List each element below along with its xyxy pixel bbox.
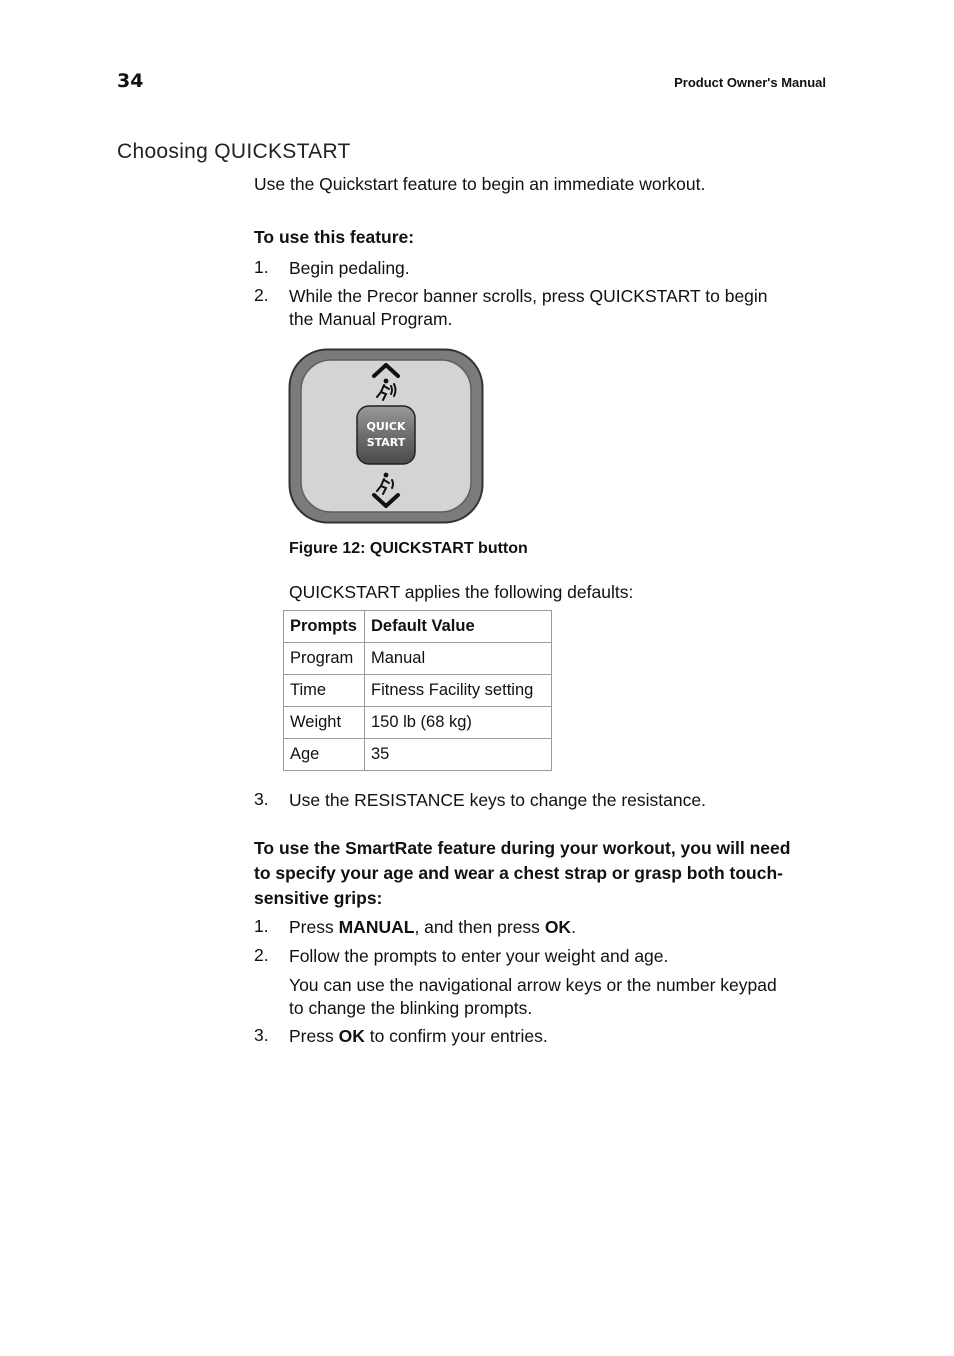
step-number: 3. — [254, 1025, 269, 1045]
table-header-row — [284, 611, 552, 643]
step-text: Follow the prompts to enter your weight and age. — [289, 946, 669, 966]
defaults-intro: QUICKSTART applies the following defaults: — [289, 582, 634, 602]
table-cell: Weight — [284, 707, 365, 739]
step-text: to confirm your entries. — [364, 1026, 548, 1046]
smartrate-step-1 — [289, 916, 799, 939]
step-text: Press — [289, 917, 339, 937]
ok-key-label: OK — [338, 1026, 365, 1046]
table-cell: Fitness Facility setting — [365, 675, 552, 707]
step-text: Begin pedaling. — [289, 258, 410, 278]
step-number: 1. — [254, 916, 269, 936]
table-cell: 150 lb (68 kg) — [365, 707, 552, 739]
table-row — [284, 675, 552, 707]
section-title: Choosing QUICKSTART — [117, 140, 351, 163]
defaults-table — [283, 610, 552, 771]
step-text: Use the RESISTANCE keys to change the resistance. — [289, 790, 706, 810]
procedure-heading: To use this feature: — [254, 227, 415, 247]
quickstart-label-line2: START — [366, 436, 406, 449]
table-cell: Program — [284, 643, 365, 675]
table-row — [284, 739, 552, 771]
quickstart-keypad-figure — [288, 348, 484, 524]
smartrate-step-3 — [289, 1025, 799, 1048]
intro-paragraph: Use the Quickstart feature to begin an immediate workout. — [254, 174, 706, 194]
step-note: You can use the navigational arrow keys or the number keypad to change the blinking prompts. — [289, 975, 777, 1018]
step-number: 2. — [254, 945, 269, 965]
table-cell: Time — [284, 675, 365, 707]
manual-key-label: MANUAL — [338, 917, 415, 937]
page-number: 34 — [117, 70, 144, 92]
step-number: 1. — [254, 257, 269, 277]
step-number: 3. — [254, 789, 269, 809]
step-text: While the Precor banner scrolls, press QUICKSTART to begin the Manual Program. — [289, 286, 768, 329]
quickstart-label-line1: QUICK — [366, 420, 406, 433]
table-cell: Age — [284, 739, 365, 771]
table-row — [284, 707, 552, 739]
table-cell: Manual — [365, 643, 552, 675]
ok-key-label: OK — [544, 917, 572, 937]
step-text: . — [571, 917, 576, 937]
table-cell: 35 — [365, 739, 552, 771]
column-header: Prompts — [284, 611, 365, 643]
running-header: Product Owner's Manual — [674, 75, 826, 90]
column-header: Default Value — [365, 611, 552, 643]
step-text: , and then press — [414, 917, 545, 937]
step-text: Press — [289, 1026, 339, 1046]
figure-caption: Figure 12: QUICKSTART button — [289, 540, 528, 557]
table-row — [284, 643, 552, 675]
step-number: 2. — [254, 285, 269, 305]
smartrate-heading: To use the SmartRate feature during your workout, you will need to specify your age and wear a chest strap or grasp both touch-sensitive grips: — [254, 838, 791, 908]
